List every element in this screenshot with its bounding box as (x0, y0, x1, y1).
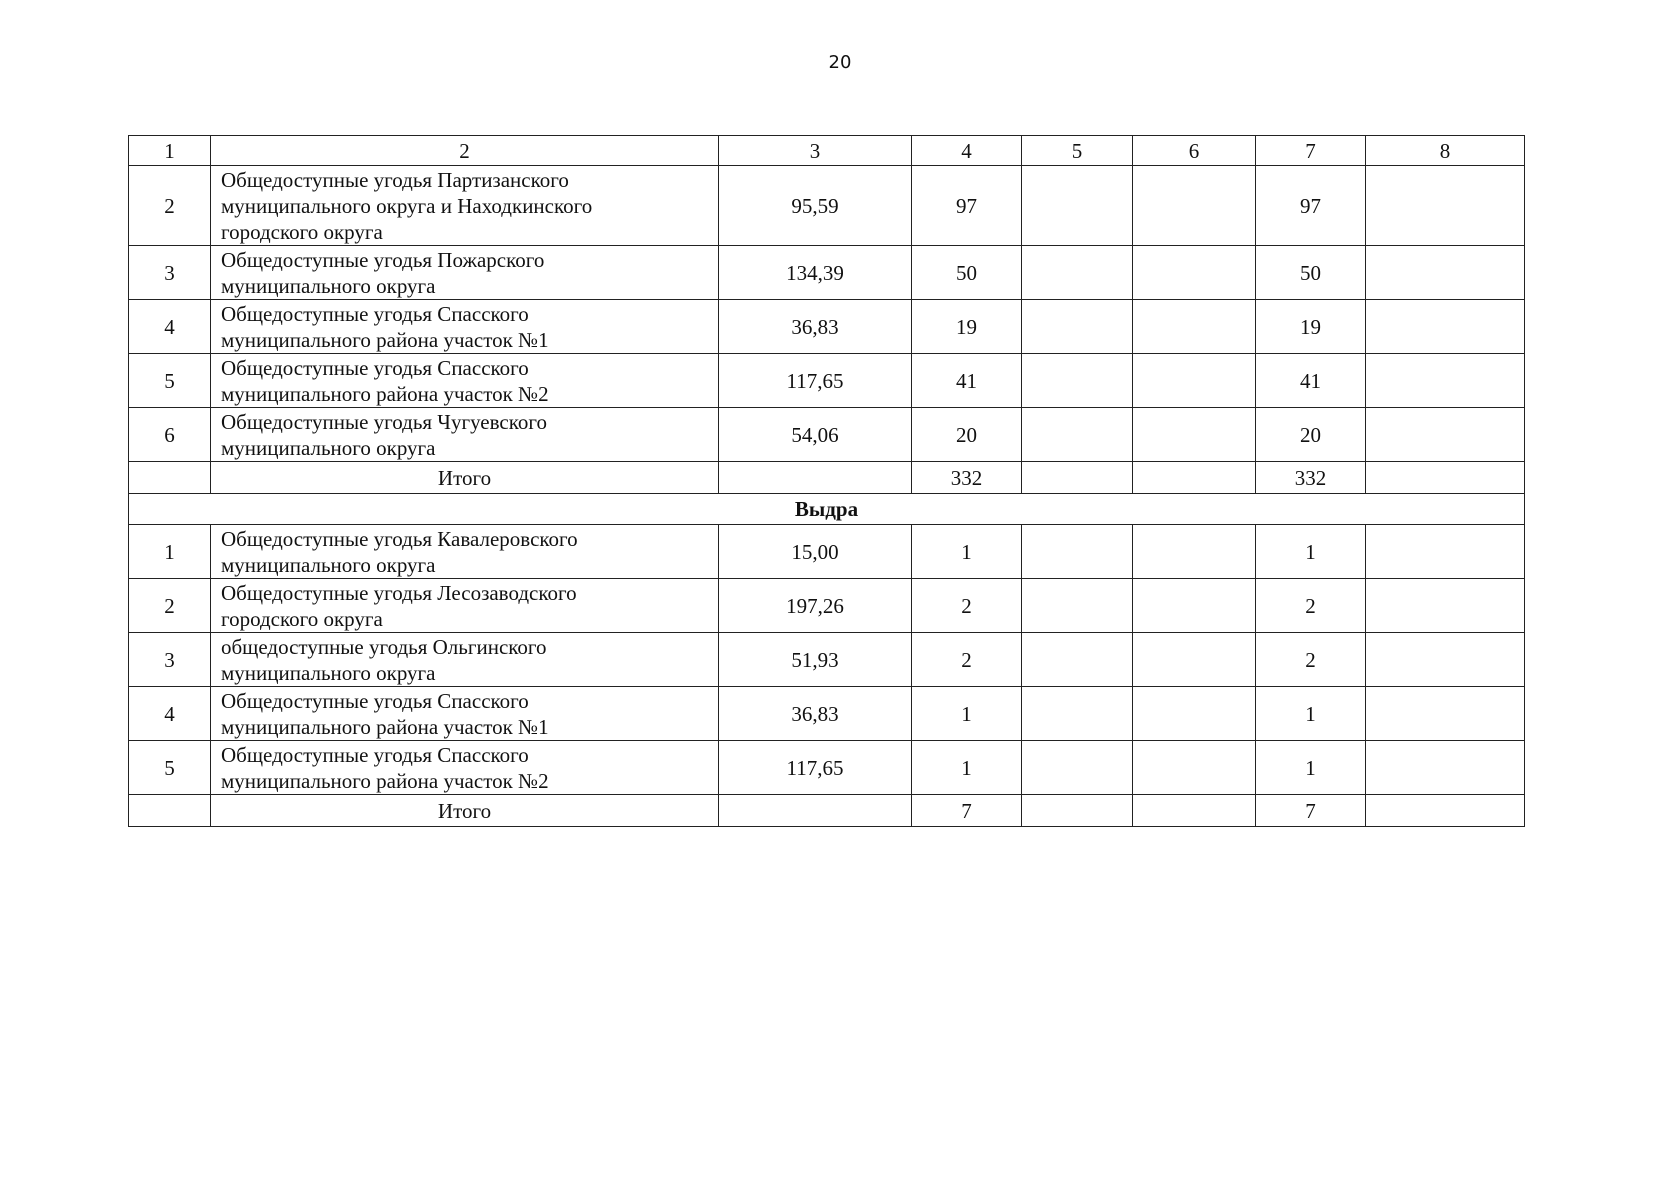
col7-value: 2 (1256, 633, 1366, 687)
ground-name (211, 408, 719, 462)
area-value: 197,26 (719, 579, 912, 633)
row-number: 6 (129, 408, 211, 462)
hunting-grounds-table (128, 135, 1525, 827)
total-col7: 332 (1256, 462, 1366, 494)
ground-name (211, 687, 719, 741)
col8-value (1366, 354, 1525, 408)
total-col7: 7 (1256, 795, 1366, 827)
quota-value: 2 (912, 579, 1022, 633)
column-number-row (129, 136, 1525, 166)
area-value: 36,83 (719, 687, 912, 741)
table-row (129, 741, 1525, 795)
col6-value (1133, 246, 1256, 300)
col8-value (1366, 579, 1525, 633)
table-row (129, 408, 1525, 462)
quota-value: 50 (912, 246, 1022, 300)
row-number: 1 (129, 525, 211, 579)
quota-value: 19 (912, 300, 1022, 354)
ground-name (211, 741, 719, 795)
ground-name (211, 525, 719, 579)
col5-value (1022, 246, 1133, 300)
area-value: 117,65 (719, 741, 912, 795)
ground-name-line: городского округа (221, 606, 383, 631)
quota-value: 41 (912, 354, 1022, 408)
ground-name-line: общедоступные угодья Ольгинского (221, 634, 547, 659)
area-value: 54,06 (719, 408, 912, 462)
col5-value (1022, 408, 1133, 462)
column-number: 4 (912, 136, 1022, 166)
ground-name (211, 579, 719, 633)
column-number: 1 (129, 136, 211, 166)
table-row (129, 525, 1525, 579)
ground-name-line: Общедоступные угодья Партизанского (221, 167, 569, 192)
table-row (129, 166, 1525, 246)
table-row (129, 354, 1525, 408)
area-value: 15,00 (719, 525, 912, 579)
col8-value (1366, 166, 1525, 246)
col8-value (1366, 408, 1525, 462)
ground-name (211, 166, 719, 246)
total-row (129, 795, 1525, 827)
empty-cell (129, 462, 211, 494)
total-quota: 7 (912, 795, 1022, 827)
col5-value (1022, 579, 1133, 633)
row-number: 3 (129, 246, 211, 300)
col8-value (1366, 246, 1525, 300)
empty-cell (1133, 795, 1256, 827)
empty-cell (1022, 462, 1133, 494)
ground-name-line: Общедоступные угодья Лесозаводского (221, 580, 577, 605)
ground-name-line: Общедоступные угодья Спасского (221, 301, 529, 326)
col8-value (1366, 300, 1525, 354)
empty-cell (129, 795, 211, 827)
page-number: 20 (828, 52, 852, 73)
area-value: 134,39 (719, 246, 912, 300)
ground-name-line: Общедоступные угодья Чугуевского (221, 409, 547, 434)
row-number: 4 (129, 687, 211, 741)
col6-value (1133, 525, 1256, 579)
ground-name (211, 354, 719, 408)
quota-value: 20 (912, 408, 1022, 462)
area-value: 51,93 (719, 633, 912, 687)
col5-value (1022, 354, 1133, 408)
table-row (129, 633, 1525, 687)
ground-name-line: муниципального округа (221, 435, 436, 460)
ground-name (211, 300, 719, 354)
section-heading-row (129, 494, 1525, 525)
col7-value: 2 (1256, 579, 1366, 633)
empty-cell (1022, 795, 1133, 827)
row-number: 2 (129, 166, 211, 246)
area-value: 95,59 (719, 166, 912, 246)
column-number: 6 (1133, 136, 1256, 166)
empty-cell (1366, 462, 1525, 494)
ground-name-line: Общедоступные угодья Спасского (221, 355, 529, 380)
table-row (129, 579, 1525, 633)
ground-name-line: муниципального округа и Находкинского (221, 193, 593, 218)
table-row (129, 246, 1525, 300)
quota-value: 1 (912, 525, 1022, 579)
ground-name-line: муниципального округа (221, 660, 436, 685)
total-row (129, 462, 1525, 494)
col7-value: 19 (1256, 300, 1366, 354)
table-row (129, 300, 1525, 354)
col6-value (1133, 166, 1256, 246)
col5-value (1022, 633, 1133, 687)
col5-value (1022, 687, 1133, 741)
column-number: 2 (211, 136, 719, 166)
ground-name-line: муниципального района участок №2 (221, 381, 549, 406)
column-number: 7 (1256, 136, 1366, 166)
empty-cell (719, 795, 912, 827)
column-number: 5 (1022, 136, 1133, 166)
ground-name-line: Общедоступные угодья Спасского (221, 742, 529, 767)
row-number: 5 (129, 741, 211, 795)
col6-value (1133, 354, 1256, 408)
row-number: 4 (129, 300, 211, 354)
col6-value (1133, 408, 1256, 462)
row-number: 2 (129, 579, 211, 633)
col8-value (1366, 525, 1525, 579)
col8-value (1366, 633, 1525, 687)
area-value: 117,65 (719, 354, 912, 408)
ground-name-line: муниципального района участок №2 (221, 768, 549, 793)
col6-value (1133, 687, 1256, 741)
col8-value (1366, 687, 1525, 741)
col7-value: 50 (1256, 246, 1366, 300)
table-row (129, 687, 1525, 741)
col7-value: 20 (1256, 408, 1366, 462)
col7-value: 97 (1256, 166, 1366, 246)
total-label: Итого (211, 462, 719, 494)
ground-name-line: Общедоступные угодья Пожарского (221, 247, 545, 272)
empty-cell (1366, 795, 1525, 827)
quota-value: 2 (912, 633, 1022, 687)
ground-name-line: муниципального округа (221, 273, 436, 298)
col5-value (1022, 166, 1133, 246)
ground-name-line: Общедоступные угодья Спасского (221, 688, 529, 713)
area-value: 36,83 (719, 300, 912, 354)
section-title: Выдра (129, 494, 1525, 525)
row-number: 3 (129, 633, 211, 687)
col8-value (1366, 741, 1525, 795)
total-quota: 332 (912, 462, 1022, 494)
ground-name-line: муниципального района участок №1 (221, 714, 549, 739)
ground-name-line: городского округа (221, 219, 383, 244)
ground-name-line: муниципального района участок №1 (221, 327, 549, 352)
total-label: Итого (211, 795, 719, 827)
ground-name (211, 246, 719, 300)
col7-value: 1 (1256, 741, 1366, 795)
col7-value: 41 (1256, 354, 1366, 408)
quota-value: 1 (912, 687, 1022, 741)
col6-value (1133, 633, 1256, 687)
column-number: 8 (1366, 136, 1525, 166)
ground-name-line: Общедоступные угодья Кавалеровского (221, 526, 578, 551)
ground-name-line: муниципального округа (221, 552, 436, 577)
col6-value (1133, 300, 1256, 354)
column-number: 3 (719, 136, 912, 166)
col7-value: 1 (1256, 687, 1366, 741)
col5-value (1022, 741, 1133, 795)
ground-name (211, 633, 719, 687)
col5-value (1022, 300, 1133, 354)
col5-value (1022, 525, 1133, 579)
quota-value: 1 (912, 741, 1022, 795)
col7-value: 1 (1256, 525, 1366, 579)
quota-value: 97 (912, 166, 1022, 246)
empty-cell (719, 462, 912, 494)
row-number: 5 (129, 354, 211, 408)
empty-cell (1133, 462, 1256, 494)
col6-value (1133, 741, 1256, 795)
col6-value (1133, 579, 1256, 633)
